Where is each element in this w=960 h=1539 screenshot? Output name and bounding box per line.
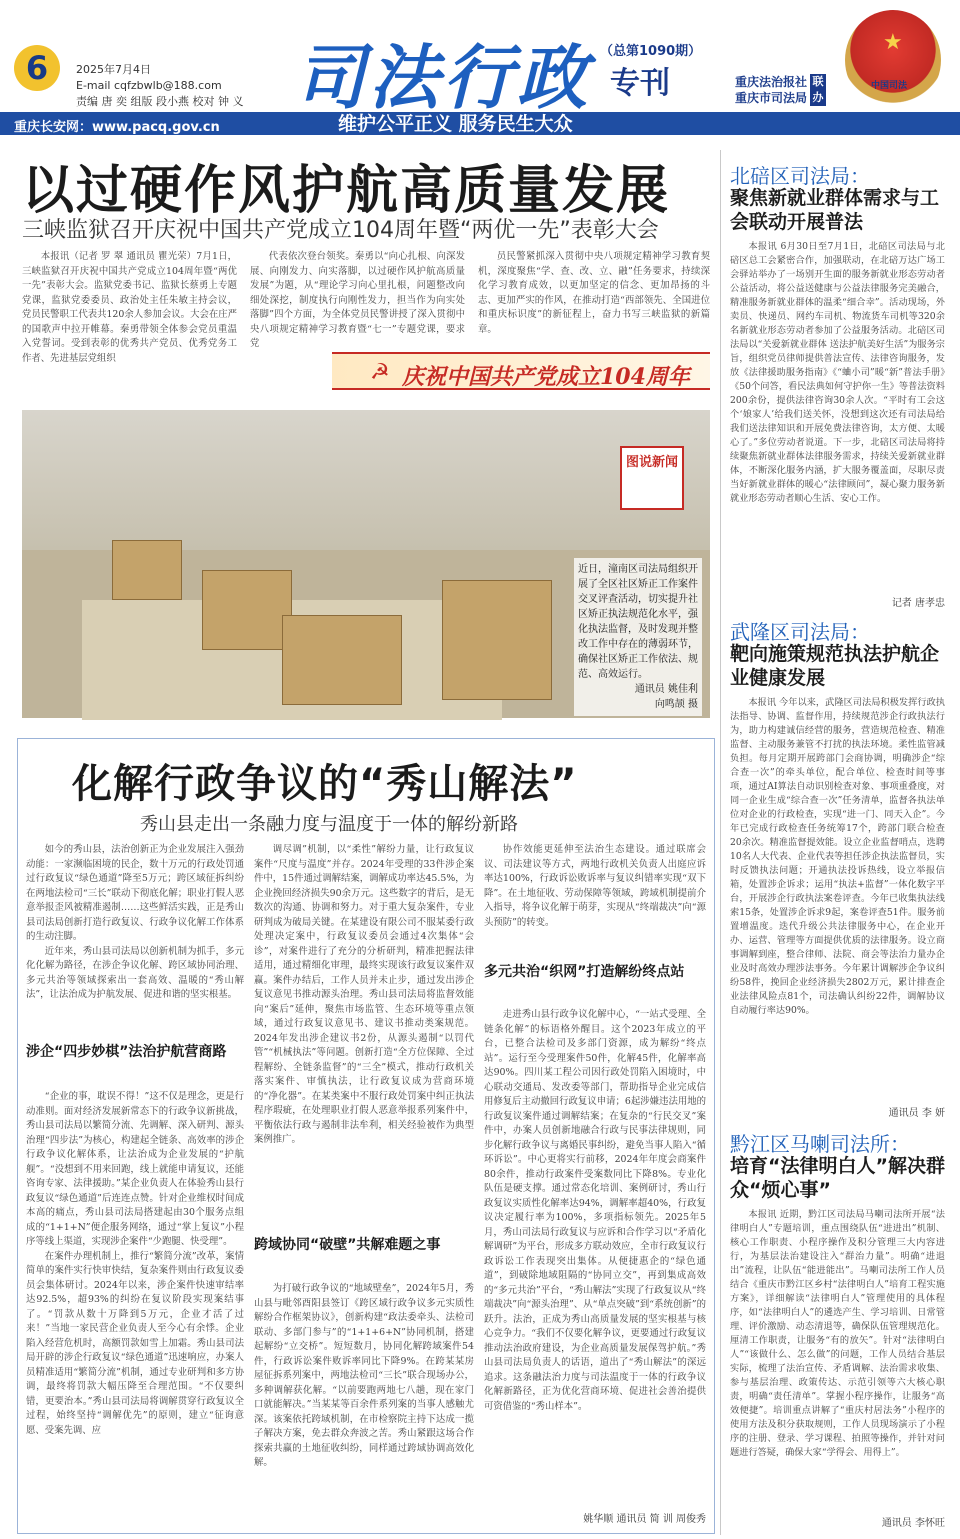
sidebar-body-2 bbox=[730, 696, 945, 1101]
feature-column-1b bbox=[26, 1090, 244, 1520]
sidebar-text-1: 本报讯 6月30日至7月1日，北碚区司法局与北碚区总工会紧密合作，加强联动，在北碚万达广场工会驿站举办了一场别开生面的服务新就业形态劳动者公益活动，将公益送健康与公益法律服务完美融合，精准服务新就业群体的温柔“细合幸”。活动现场，外卖员、快递员、网约车司机、物流货车司机等320余名新就业形态劳动者参加了公益服务活动。北碚区司法局以“关爱新就业群体 送法护航美好生活”为服务宗旨，组织党员律师提供普法宣传、法律咨询服务，发放《法律援助服务指南》《“蛐小司”暖“新”普法手册》《50个问答，看民法典如何守护你一生》等普法资料200余份，提供法律咨询30余人次。“平时有工会这个‘娘家人’给我们送关怀，没想到这次还有司法局给我们送法律知识和开展免费法律咨询，太方便、太暖心了。”多位劳动者说道。下一步，北碚区司法局将持续聚焦新就业群体法律服务需求，持续关爱新就业群体，不断深化服务内涵，扩大服务覆盖面，尽职尽责当好新就业群体的暖心“法律顾问”，凝心聚力服务新就业形态劳动者顺心生活、安心工作。 bbox=[730, 241, 945, 504]
picture-news-stamp: 图说新闻 bbox=[620, 446, 684, 510]
section-heading-2: 跨域协同“破壁”共解难题之事 bbox=[254, 1237, 441, 1253]
issue-date: 2025年7月4日 bbox=[76, 63, 151, 76]
sidebar-title-1: 聚焦新就业群体需求与工会联动开展普法 bbox=[730, 187, 940, 233]
photo-file-stack bbox=[112, 540, 182, 600]
lead-text-2: 代表依次登台领奖。秦勇以“向心扎根、向深发展、向刚发力、向实落脚，以过硬作风护航高质量发展”为题，从“理论学习向心里扎根，问题整改向细处深挖，制度执行向刚性发力，担当作为向实处落脚”四个方面，为全体党员民警讲授了深入贯彻中央八项规定精神学习教育暨“七一”专题党课，要求党 bbox=[250, 251, 465, 349]
anniversary-banner bbox=[332, 352, 710, 390]
issue-number: （总第1090期） bbox=[600, 44, 702, 59]
staff-credits: 责编 唐 奕 组版 段小燕 校对 钟 义 bbox=[76, 95, 244, 108]
lead-column-2 bbox=[250, 250, 465, 350]
feature-column-2b bbox=[254, 1282, 474, 1520]
feature-para-4: 在案件办理机制上，推行“繁简分流”改革，案情简单的案件实行快审快结，复杂案件则由行政复议委员会集体研讨。2024年以来，涉企案件快速审结率达92.5%，超93%的纠纷在复议阶段实现案结事了。“罚款从数十万降到5万元，企业才活了过来！”当地一家民营企业负责人至今心有余悸。企业陷入经营危机时，高额罚款如雪上加霜。秀山县司法局开辟的涉企行政复议“绿色通道”迅速响应，办案人员精准适用“繁简分流”机制，通过专业研判和多方协调，最终将罚款大幅压降至合理范围。“不仅要纠错，更要治本。”秀山县司法局将调解贯穿行政复议全过程，始终坚持“调解优先”的原则，建立“征询意愿、受案先调、应 bbox=[26, 1250, 244, 1436]
judicial-emblem-icon bbox=[845, 10, 941, 110]
column-divider bbox=[720, 150, 721, 1535]
sidebar-title-2: 靶向施策规范执法护航企业健康发展 bbox=[730, 643, 940, 689]
sidebar-title-3: 培育“法律明白人”解决群众“烦心事” bbox=[730, 1155, 945, 1201]
slogan: 维护公平正义 服务民生大众 bbox=[338, 113, 573, 135]
sponsor-1: 重庆法治报社 bbox=[735, 75, 808, 89]
feature-para-7: 协作效能更延伸至法治生态建设。通过联席会议、司法建议等方式，两地行政机关负责人出庭应诉率达100%，行政诉讼败诉率与复议纠错率实现“双下降”。在土地征收、劳动保障等领域，跨域机制提前介入指导，将争议化解于萌芽，实现从“终端裁决”向“源头预防”的转变。 bbox=[484, 844, 706, 928]
sponsors bbox=[735, 74, 807, 106]
lead-subhead: 三峡监狱召开庆祝中国共产党成立104周年暨“两优一先”表彰大会 bbox=[22, 218, 659, 243]
party-emblem-icon: ☭ bbox=[370, 360, 390, 385]
sidebar-text-2: 本报讯 今年以来，武隆区司法局积极发挥行政执法指导、协调、监督作用，持续规范涉企行政执法行为，助力构建诚信经营的服务，营造规范检查、精准监督、主动服务兼管不打扰的执法环境。柔性监管减负担。每月定期开展跨部门会商协调，明确涉企“综合查一次”的牵头单位，配合单位、检查时间等事项，通过AI算法自动识别检查对象、事项重叠度，对同一企业生成“综合查一次”任务清单，监督各执法单位对企业的行政检查，实现“进一门、同天入企”。今年已完成行政检查任务统筹17个，跨部门联合检查20余次。精准监督提效能。设立企业监督哨点，选聘10名人大代表、企业代表等担任涉企执法监督员，实时反馈执法问题；开通执法投诉热线，设立举报信箱，处置涉企诉求；运用“执法+监督”一体化数字平台，开展涉企行政执法案卷评查。今年已收集执法线索15条，处置涉企诉求9起，案卷评查51件。服务前置增温度。迭代升级公共法律服务中心，在企业开办、运营、管理等方面提供优质的法律服务。设立商事调解到座，整合律师、法院、商会等法治力量办企业及时高效办理涉法事务。今年累计调解涉企争议纠纷58件，挽回企业经济损失2802万元，累计排查企业法律风险点81个，司法确认纠纷22件，调解协议自动履行率达90%。 bbox=[730, 697, 945, 1016]
feature-headline: 化解行政争议的“秀山解法” bbox=[72, 761, 578, 807]
newspaper-title: 司法行政 bbox=[295, 36, 591, 119]
masthead-meta bbox=[76, 62, 243, 110]
section-heading-1: 涉企“四步妙棋”法治护航营商路 bbox=[26, 1044, 227, 1060]
photo-wall bbox=[22, 410, 710, 550]
photo-file-stack bbox=[282, 615, 402, 705]
feature-column-1a bbox=[26, 843, 244, 1031]
feature-para-1: 如今的秀山县，法治创新正为企业发展注入强劲动能：一家濒临困境的民企，数十万元的行政处罚通过行政复议“绿色通道”降至5万元；跨区域征拆纠纷在两地法检司“三长”联动下彻底化解；职业打假人恶意举报歪风被精准遏制……这些鲜活实践，正是秀山县司法局创新打造行政复议、行政争议化解工作体系的生动注脚。 bbox=[26, 844, 244, 942]
feature-para-6: 为打破行政争议的“地域壁垒”，2024年5月，秀山县与毗邻酉阳县签订《跨区域行政争议多元实质性解纷合作框架协议》，创新构建“政法委牵头、法检司联动、多部门参与”的“1+1+6+N”协同机制，搭建起解纷“立交桥”。短短数月，协同化解跨域案件54件，行政诉讼案件败诉率同比下降9%。在跨某某房屋征拆系列案中，两地法检司“三长”联合现场办公，多种调解获化解。“以前要跑两地七八趟，现在家门口就能解决。”当某某等百余件系列案的当事人感触尤深。该案依托跨域机制，在市检察院主持下达成一揽子解决方案，免去群众奔波之苦。秀山紧跟这场合作探索共赢的土地征收纠纷，同样通过跨域协调高效化解。 bbox=[254, 1283, 474, 1468]
photo-file-stack bbox=[202, 570, 292, 650]
sidebar-dept-2: 武隆区司法局： bbox=[730, 620, 870, 644]
sidebar-dept-3: 黔江区马喇司法所： bbox=[730, 1132, 910, 1156]
sidebar-byline-3: 通讯员 李怀旺 bbox=[881, 1518, 945, 1529]
sidebar-dept-1: 北碚区司法局： bbox=[730, 164, 870, 188]
lead-headline: 以过硬作风护航高质量发展 bbox=[22, 161, 671, 221]
sidebar-text-3: 本报讯 近期，黔江区司法局马喇司法所开展“法律明白人”专题培训，重点围绕队伍“进进出”机制、核心工作职责、小程序操作及积分管理三大内容进行，为基层法治建设注入“群治力量”。明确“进退出”流程，让队伍“能进能出”。马喇司法所工作人员结合《重庆市黔江区乡村“法律明白人”培育工程实施方案》，详细解读“法律明白人”管理使用的具体程序，如“法律明白人”的遴选产生、学习培训、日常管理、评价激励、动态清退等，确保队伍管理规范化。厘清工作职责，让服务“有的放矢”。针对“法律明白人”“该做什么、怎么做”的问题，工作人员结合基层实际，梳理了法治宣传、矛盾调解、法治需求收集、参与基层治理、政策传达、示范引领等六大核心职责，明确“责任清单”。掌握小程序操作，让服务“高效便捷”。培训重点讲解了“重庆村居法务”小程序的使用方法及积分获取规则，工作人员现场演示了小程序的注册、登录、学习课程、拍照等操作，并针对问题进行答疑，确保大家“学得会、用得上”。 bbox=[730, 1209, 945, 1458]
news-photo bbox=[22, 410, 710, 718]
photo-caption bbox=[574, 558, 702, 716]
feature-column-2a bbox=[254, 843, 474, 1228]
feature-subhead: 秀山县走出一条融力度与温度于一体的解纷新路 bbox=[140, 814, 518, 835]
photo-caption-text: 近日，潼南区司法局组织开展了全区社区矫正工作案件交叉评查活动，切实提升社区矫正执法规范化水平，强化执法监督，及时发现并整改工作中存在的薄弱环节，确保社区矫正工作依法、规范、高效运行。 bbox=[578, 564, 698, 680]
sidebar-body-3 bbox=[730, 1208, 945, 1510]
lead-text-3: 员民警紧抓深入贯彻中央八项规定精神学习教育契机，深度聚焦“学、查、改、立、融”任务要求，持续深化学习教育成效，以更加坚定的信念、更加昂扬的斗志、更加严实的作风，在推动打造“西部领先、全国进位和重庆标识度”的新征程上，奋力书写三峡监狱的新篇章。 bbox=[478, 251, 710, 335]
sidebar-byline-2: 通讯员 李 妍 bbox=[888, 1108, 945, 1119]
special-edition-label: 专刊 bbox=[610, 66, 670, 101]
feature-byline: 姚华顺 通讯员 简 训 周俊秀 bbox=[583, 1514, 706, 1525]
feature-para-2: 近年来，秀山县司法局以创新机制为抓手，多元化化解为路径，在涉企争议化解、跨区域协同治理、多元共治等领域探索出一套高效、温暖的“秀山解法”，让法治成为护航发展、促进和谐的坚实根基。 bbox=[26, 945, 244, 1000]
photo-credit-1: 通讯员 姚佳利 bbox=[634, 684, 698, 695]
email[interactable]: E-mail cqfzbwlb@188.com bbox=[76, 79, 222, 92]
page-number: 6 bbox=[14, 45, 60, 91]
emblem-text: 中国司法 bbox=[871, 81, 908, 91]
banner-text: 庆祝中国共产党成立104周年 bbox=[402, 364, 690, 390]
feature-para-3: “企业的事，耽误不得！”这不仅是理念，更是行动准则。面对经济发展新常态下的行政争议新挑战，秀山县司法局以繁简分流、先调解、深入研判、源头治理“四步法”为核心，构建起全链条、高效率的涉企行政争议化解体系，让法治成为企业发展的“护航舰”。“没想到不用来回跑，线上就能申请复议，还能咨询专家、法律援助。”某企业负责人在体验秀山县行政复议“绿色通道”后连连点赞。针对企业维权时间成本高的痛点，秀山县司法局搭建起由30个服务点组成的“1+1+N”便企服务网络，通过“掌上复议”小程序等线上渠道，实现涉企案件“少跑腿、快受理”。 bbox=[26, 1091, 244, 1247]
feature-column-3a bbox=[484, 843, 706, 955]
lead-column-1 bbox=[22, 250, 237, 364]
sidebar-body-1 bbox=[730, 240, 945, 592]
photo-credit-2: 向鸣颉 摄 bbox=[654, 699, 698, 710]
website-link[interactable]: 重庆长安网：www.pacq.gov.cn bbox=[14, 120, 220, 135]
feature-para-8: 走进秀山县行政争议化解中心，“一站式受理、全链条化解”的标语格外醒目。这个2023年成立的平台，已整合法检司及多部门资源，成为解纷“终点站”。运行至今受理案件50件，化解45件，化解率高达90%。四川某工程公司因行政处罚陷入困境时，中心联动交通局、发改委等部门，帮助指导企业完成信用修复后主动撤回行政复议申请；6起涉嫌违法用地的行政复议案件通过调解结案；在复杂的“行民交叉”案件中，办案人员创新地融合行政与民事法律规则，同步化解行政争议与离婚民事纠纷，避免当事人陷入“循环诉讼”。中心更将实行前移，2024年年度会商案件80余件，推动行政案件受案数同比下降8%。专业化队伍是硬支撑。通过常态化培训、案例研讨，秀山行政复议实质性化解率达94%，调解率超40%，行政复议决定履行率为100%，多项指标领先。2025年5月，秀山司法局行政复议与应诉和合作学习以“矛盾化解调研”为平台，形成多方联动效应，全市行政复议行政诉讼工作表现突出集体。从便捷惠企的“绿色通道”，到破除地域阻隔的“协同立交”，再到集成高效的“多元共治”平台，“秀山解法”实现了行政复议从“终端裁决”向“源头治理”、从“单点突破”到“系统创新”的跃升。法治，正成为秀山高质量发展的坚实根基与核心竞争力。“我们不仅要化解争议，更要通过行政复议推动法治政府建设，为企业高质量发展保驾护航。”秀山县司法局负责人的话语，道出了“秀山解法”的深远追求。这条融法治力度与司法温度于一体的行政争议化解新路径，正为优化营商环境、促进社会善治提供可资借鉴的“秀山样本”。 bbox=[484, 1009, 706, 1412]
photo-file-stack bbox=[442, 580, 552, 700]
joint-label: 联办 bbox=[810, 74, 826, 106]
lead-text-1: 本报讯（记者 罗 翠 通讯员 瞿光荣）7月1日，三峡监狱召开庆祝中国共产党成立104周年暨“两优一先”表彰大会。监狱党委书记、监狱长蔡勇上专题党课，监狱党委委员、政治处主任朱敏主持会议，党员民警职工代表共120余人参加会议。大会在庄严的国歌声中拉开帷幕。秦勇带领全体参会党员重温入党誓词。受到表彰的优秀共产党员、优秀党务工作者、先进基层党组织 bbox=[22, 251, 237, 364]
sidebar-byline-1: 记者 唐孝忠 bbox=[891, 598, 945, 609]
section-heading-3: 多元共治“织网”打造解纷终点站 bbox=[484, 964, 685, 980]
feature-para-5: 调尽调”机制，以“柔性”解纷力量，让行政复议案件“尺度与温度”并存。2024年受理的33件涉企案件中，15件通过调解结案，调解成功率达45.5%，为企业挽回经济损失90余万元。这些数字的背后，是无数次的沟通、协调和努力。对于重大复杂案件，专业研判成为破局关键。在某建设有限公司不服某委行政处理决定案中，行政复议委员会通过4次集体“会诊”，对案件进行了充分的分析研判，精准把握法律适用，通过精细化审理，最终实现该行政复议案件双赢。案件办结后，工作人员并未止步，通过发出涉企复议意见书推动源头治理。秀山县司法局将监督效能向“案后”延伸，聚焦市场监管、生态环境等重点领域，通过行政复议意见书、建议书推动类案规范。2024年发出涉企建议书2份，从源头遏制“以罚代管”“机械执法”等问题。创新打造“全方位保障、全过程解纷、全链条监督”的“三全”模式，推动行政机关落实案件、审慎执法，让行政复议成为营商环境的“净化器”。在某类案中不服行政处罚案中纠正执法程序瑕疵，在处理职业打假人恶意举报系列案件中，平衡依法行政与遏制非法牟利，相关经验被作为典型案例推广。 bbox=[254, 844, 474, 1145]
sponsor-2: 重庆市司法局 bbox=[735, 91, 808, 105]
star-icon: ★ bbox=[883, 30, 903, 55]
lead-column-3 bbox=[478, 250, 710, 350]
feature-column-3b bbox=[484, 1008, 706, 1503]
